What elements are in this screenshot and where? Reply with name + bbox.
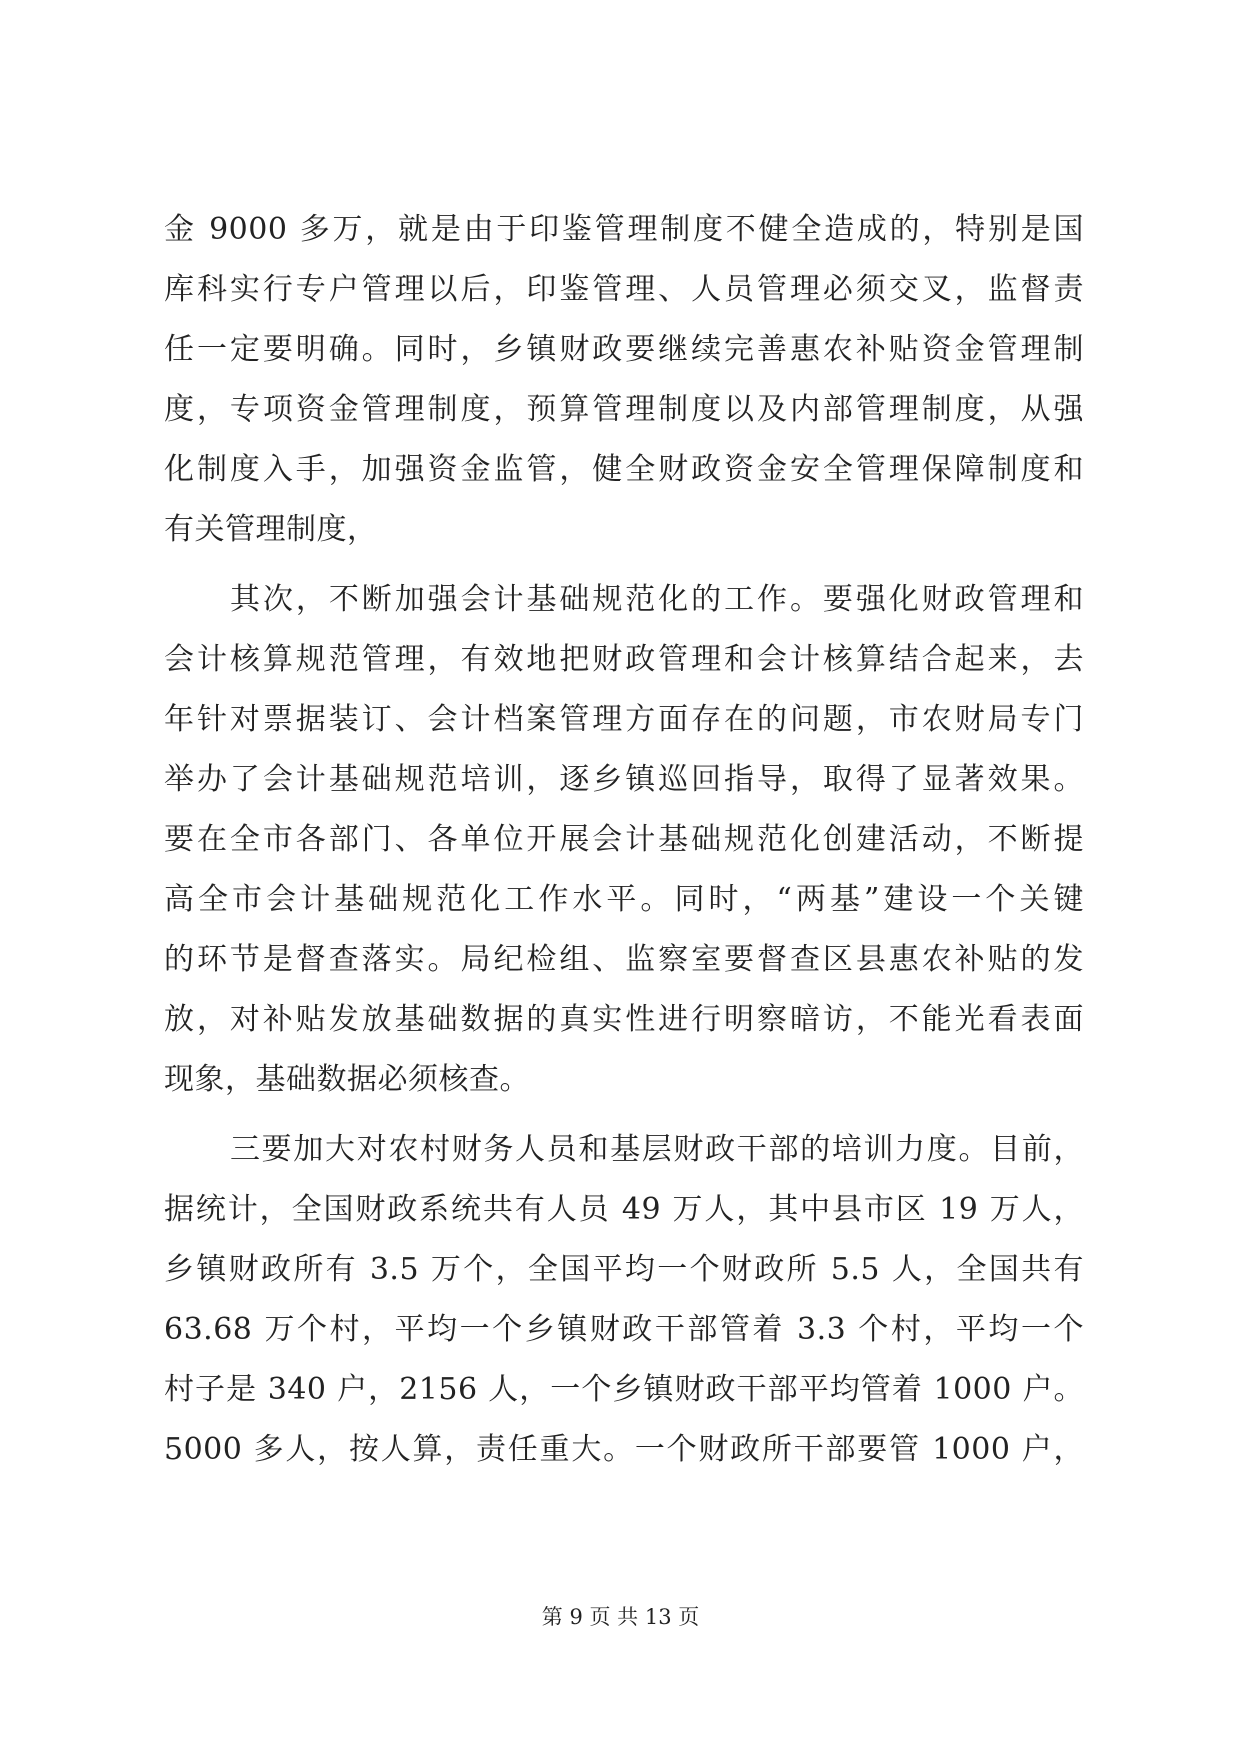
- paragraph-2-line-3: 年针对票据装订、会计档案管理方面存在的问题，市农财局专门: [164, 702, 1084, 737]
- paragraph-2-line-8: 放，对补贴发放基础数据的真实性进行明察暗访，不能光看表面: [164, 1002, 1084, 1037]
- paragraph-1-line-3: 任一定要明确。同时，乡镇财政要继续完善惠农补贴资金管理制: [164, 332, 1084, 367]
- paragraph-1-line-5: 化制度入手，加强资金监管，健全财政资金安全管理保障制度和: [164, 452, 1084, 487]
- paragraph-2-line-9: 现象，基础数据必须核查。: [164, 1062, 530, 1097]
- paragraph-2-line-5: 要在全市各部门、各单位开展会计基础规范化创建活动，不断提: [164, 822, 1084, 857]
- paragraph-2-line-7: 的环节是督查落实。局纪检组、监察室要督查区县惠农补贴的发: [164, 942, 1084, 977]
- paragraph-2-line-1: 其次，不断加强会计基础规范化的工作。要强化财政管理和: [230, 582, 1084, 617]
- paragraph-2-line-2: 会计核算规范管理，有效地把财政管理和会计核算结合起来，去: [164, 642, 1084, 677]
- paragraph-2-line-6: 高全市会计基础规范化工作水平。同时，“两基”建设一个关键: [164, 882, 1084, 917]
- page-number-footer: 第 9 页 共 13 页: [541, 1605, 700, 1629]
- paragraph-3-line-2: 据统计，全国财政系统共有人员 49 万人，其中县市区 19 万人，: [164, 1192, 1084, 1227]
- paragraph-3-line-1: 三要加大对农村财务人员和基层财政干部的培训力度。目前，: [230, 1132, 1084, 1167]
- paragraph-3-line-6: 5000 多人，按人算，责任重大。一个财政所干部要管 1000 户，: [164, 1432, 1084, 1467]
- paragraph-3-line-4: 63.68 万个村，平均一个乡镇财政干部管着 3.3 个村，平均一个: [164, 1312, 1084, 1347]
- paragraph-1-line-2: 库科实行专户管理以后，印鉴管理、人员管理必须交叉，监督责: [164, 272, 1084, 307]
- paragraph-1-line-1: 金 9000 多万，就是由于印鉴管理制度不健全造成的，特别是国: [164, 212, 1084, 247]
- paragraph-3-line-5: 村子是 340 户，2156 人，一个乡镇财政干部平均管着 1000 户。: [164, 1372, 1084, 1407]
- paragraph-2-line-4: 举办了会计基础规范培训，逐乡镇巡回指导，取得了显著效果。: [164, 762, 1084, 797]
- paragraph-1-line-6: 有关管理制度，: [164, 512, 378, 547]
- paragraph-1-line-4: 度，专项资金管理制度，预算管理制度以及内部管理制度，从强: [164, 392, 1084, 427]
- paragraph-3-line-3: 乡镇财政所有 3.5 万个，全国平均一个财政所 5.5 人，全国共有: [164, 1252, 1084, 1287]
